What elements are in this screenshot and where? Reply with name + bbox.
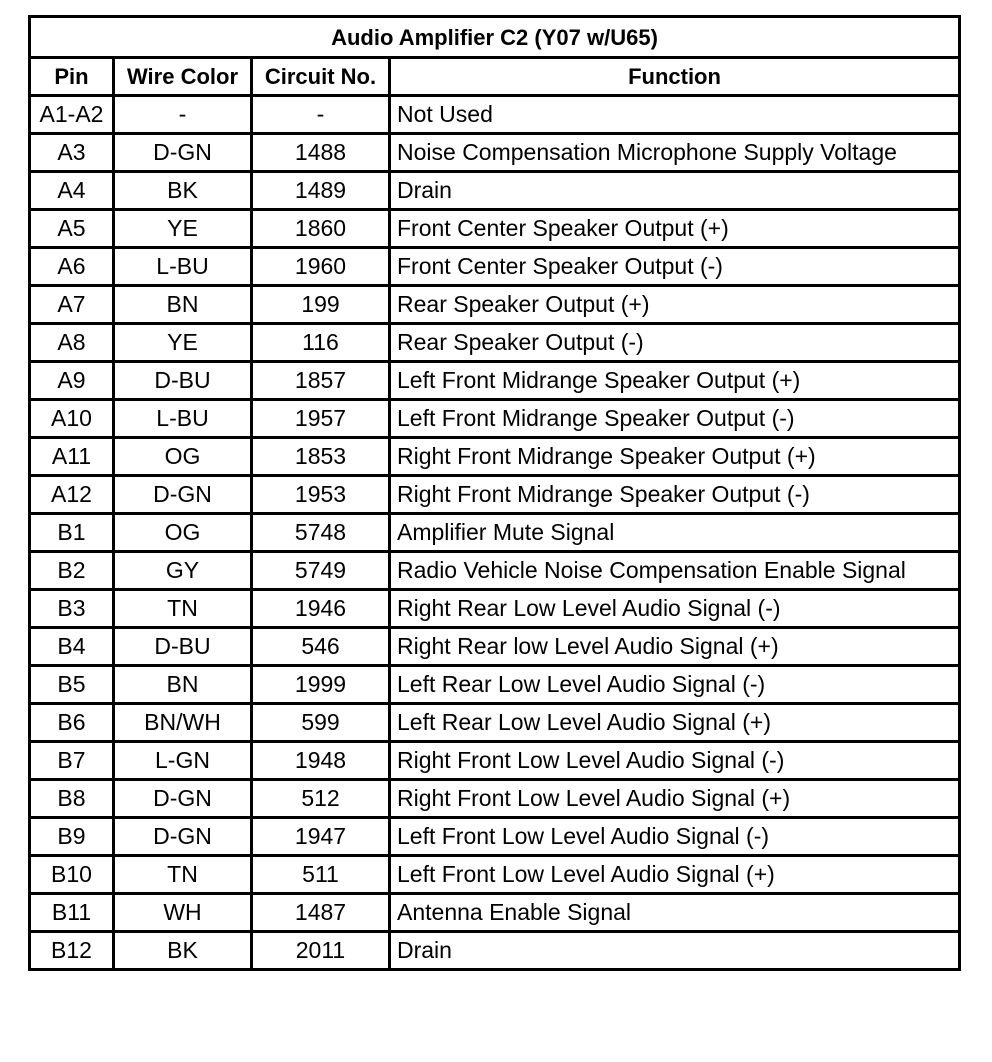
pin-cell: A8 xyxy=(30,324,114,362)
table-row xyxy=(30,172,960,210)
function-cell: Front Center Speaker Output (-) xyxy=(390,248,960,286)
pin-cell: B7 xyxy=(30,742,114,780)
table-row xyxy=(30,96,960,134)
function-cell: Left Front Midrange Speaker Output (-) xyxy=(390,400,960,438)
wire-color-cell: TN xyxy=(114,590,252,628)
table-row xyxy=(30,552,960,590)
wire-color-cell: D-GN xyxy=(114,780,252,818)
table-row xyxy=(30,666,960,704)
table-title: Audio Amplifier C2 (Y07 w/U65) xyxy=(30,17,960,58)
pin-cell: B3 xyxy=(30,590,114,628)
circuit-cell: 511 xyxy=(252,856,390,894)
pinout-document xyxy=(28,15,958,971)
pin-cell: B10 xyxy=(30,856,114,894)
table-row xyxy=(30,324,960,362)
wire-color-cell: WH xyxy=(114,894,252,932)
function-cell: Amplifier Mute Signal xyxy=(390,514,960,552)
table-body xyxy=(30,96,960,970)
table-row xyxy=(30,856,960,894)
circuit-cell: 1488 xyxy=(252,134,390,172)
function-cell: Rear Speaker Output (+) xyxy=(390,286,960,324)
wire-color-cell: BN xyxy=(114,666,252,704)
circuit-cell: 1857 xyxy=(252,362,390,400)
table-row xyxy=(30,362,960,400)
table-row xyxy=(30,286,960,324)
table-row xyxy=(30,514,960,552)
circuit-cell: 2011 xyxy=(252,932,390,970)
table-row xyxy=(30,210,960,248)
function-cell: Right Front Low Level Audio Signal (+) xyxy=(390,780,960,818)
table-row xyxy=(30,932,960,970)
circuit-cell: 1960 xyxy=(252,248,390,286)
circuit-cell: 5748 xyxy=(252,514,390,552)
pin-cell: B12 xyxy=(30,932,114,970)
pin-cell: B6 xyxy=(30,704,114,742)
pin-cell: A4 xyxy=(30,172,114,210)
circuit-cell: 1999 xyxy=(252,666,390,704)
header-function: Function xyxy=(390,58,960,96)
function-cell: Left Front Low Level Audio Signal (+) xyxy=(390,856,960,894)
function-cell: Left Rear Low Level Audio Signal (-) xyxy=(390,666,960,704)
header-circuit-no: Circuit No. xyxy=(252,58,390,96)
pin-cell: B2 xyxy=(30,552,114,590)
circuit-cell: 199 xyxy=(252,286,390,324)
circuit-cell: 599 xyxy=(252,704,390,742)
circuit-cell: 1487 xyxy=(252,894,390,932)
function-cell: Right Rear Low Level Audio Signal (-) xyxy=(390,590,960,628)
wire-color-cell: BN xyxy=(114,286,252,324)
table-row xyxy=(30,438,960,476)
table-row xyxy=(30,400,960,438)
wire-color-cell: L-BU xyxy=(114,248,252,286)
function-cell: Right Front Midrange Speaker Output (-) xyxy=(390,476,960,514)
pin-cell: A12 xyxy=(30,476,114,514)
circuit-cell: 1946 xyxy=(252,590,390,628)
wire-color-cell: D-BU xyxy=(114,362,252,400)
function-cell: Antenna Enable Signal xyxy=(390,894,960,932)
function-cell: Left Rear Low Level Audio Signal (+) xyxy=(390,704,960,742)
wire-color-cell: BK xyxy=(114,932,252,970)
circuit-cell: 1948 xyxy=(252,742,390,780)
function-cell: Right Rear low Level Audio Signal (+) xyxy=(390,628,960,666)
function-cell: Left Front Midrange Speaker Output (+) xyxy=(390,362,960,400)
function-cell: Not Used xyxy=(390,96,960,134)
circuit-cell: 512 xyxy=(252,780,390,818)
wire-color-cell: L-BU xyxy=(114,400,252,438)
pin-cell: B4 xyxy=(30,628,114,666)
header-row xyxy=(30,58,960,96)
pinout-table xyxy=(28,15,961,971)
circuit-cell: 1860 xyxy=(252,210,390,248)
wire-color-cell: OG xyxy=(114,514,252,552)
function-cell: Noise Compensation Microphone Supply Voltage xyxy=(390,134,960,172)
pin-cell: B8 xyxy=(30,780,114,818)
wire-color-cell: OG xyxy=(114,438,252,476)
function-cell: Rear Speaker Output (-) xyxy=(390,324,960,362)
wire-color-cell: D-GN xyxy=(114,134,252,172)
function-cell: Radio Vehicle Noise Compensation Enable Signal xyxy=(390,552,960,590)
table-row xyxy=(30,818,960,856)
function-cell: Front Center Speaker Output (+) xyxy=(390,210,960,248)
pin-cell: A3 xyxy=(30,134,114,172)
circuit-cell: 1953 xyxy=(252,476,390,514)
wire-color-cell: GY xyxy=(114,552,252,590)
pin-cell: A10 xyxy=(30,400,114,438)
wire-color-cell: D-GN xyxy=(114,476,252,514)
table-row xyxy=(30,742,960,780)
pin-cell: B1 xyxy=(30,514,114,552)
pin-cell: B11 xyxy=(30,894,114,932)
table-row xyxy=(30,134,960,172)
table-row xyxy=(30,476,960,514)
pin-cell: A7 xyxy=(30,286,114,324)
wire-color-cell: BK xyxy=(114,172,252,210)
function-cell: Left Front Low Level Audio Signal (-) xyxy=(390,818,960,856)
circuit-cell: 1947 xyxy=(252,818,390,856)
pin-cell: A11 xyxy=(30,438,114,476)
circuit-cell: 5749 xyxy=(252,552,390,590)
header-wire-color: Wire Color xyxy=(114,58,252,96)
header-pin: Pin xyxy=(30,58,114,96)
wire-color-cell: TN xyxy=(114,856,252,894)
pin-cell: A1-A2 xyxy=(30,96,114,134)
function-cell: Drain xyxy=(390,172,960,210)
wire-color-cell: BN/WH xyxy=(114,704,252,742)
circuit-cell: 116 xyxy=(252,324,390,362)
pin-cell: B9 xyxy=(30,818,114,856)
table-row xyxy=(30,628,960,666)
wire-color-cell: L-GN xyxy=(114,742,252,780)
table-row xyxy=(30,704,960,742)
pin-cell: A6 xyxy=(30,248,114,286)
wire-color-cell: D-BU xyxy=(114,628,252,666)
circuit-cell: 1489 xyxy=(252,172,390,210)
circuit-cell: 1957 xyxy=(252,400,390,438)
pin-cell: A9 xyxy=(30,362,114,400)
table-row xyxy=(30,590,960,628)
circuit-cell: 546 xyxy=(252,628,390,666)
function-cell: Right Front Midrange Speaker Output (+) xyxy=(390,438,960,476)
function-cell: Right Front Low Level Audio Signal (-) xyxy=(390,742,960,780)
pin-cell: B5 xyxy=(30,666,114,704)
pin-cell: A5 xyxy=(30,210,114,248)
function-cell: Drain xyxy=(390,932,960,970)
title-row xyxy=(30,17,960,58)
circuit-cell: 1853 xyxy=(252,438,390,476)
wire-color-cell: YE xyxy=(114,210,252,248)
table-row xyxy=(30,894,960,932)
wire-color-cell: D-GN xyxy=(114,818,252,856)
table-row xyxy=(30,780,960,818)
wire-color-cell: YE xyxy=(114,324,252,362)
circuit-cell: - xyxy=(252,96,390,134)
wire-color-cell: - xyxy=(114,96,252,134)
table-row xyxy=(30,248,960,286)
